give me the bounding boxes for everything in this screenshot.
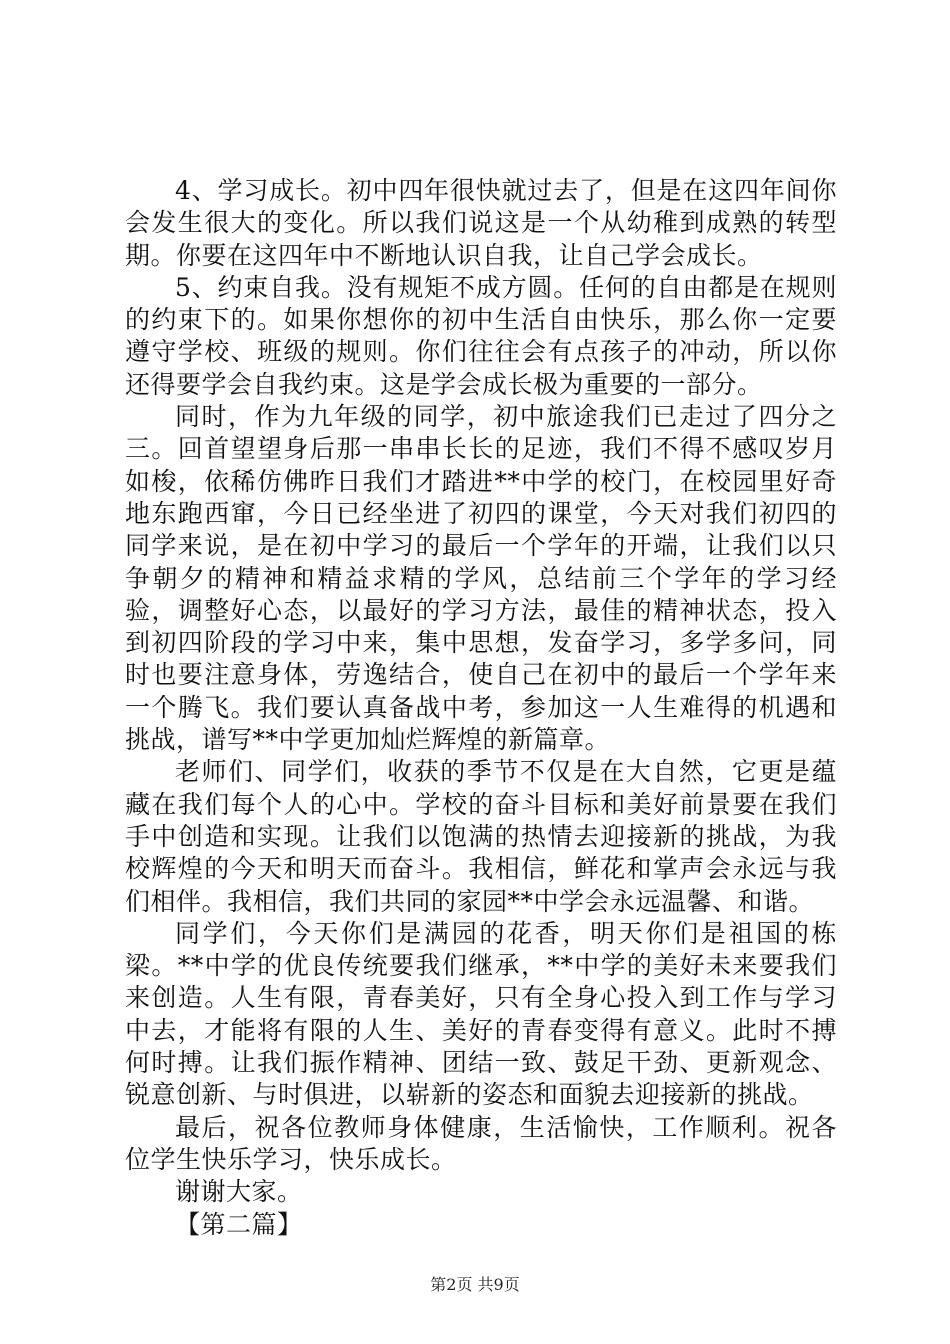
section-heading-second-part: 【第二篇】 bbox=[175, 1209, 303, 1239]
paragraph-self-discipline: 5、约束自我。没有规矩不成方圆。任何的自由都是在规则的约束下的。如果你想你的初中生活自由快乐，那么你一定要遵守学校、班级的规则。你们往往会有点孩子的冲动，所以你还得要学会自我约束。这是学会成长极为重要的一部分。 bbox=[125, 272, 837, 399]
paragraph-thanks: 谢谢大家。 bbox=[175, 1177, 303, 1207]
paragraph-learning-growth: 4、学习成长。初中四年很快就过去了，但是在这四年间你会发生很大的变化。所以我们说这是一个从幼稚到成熟的转型期。你要在这四年中不断地认识自我，让自己学会成长。 bbox=[125, 176, 837, 270]
document-body bbox=[125, 175, 837, 1241]
paragraph-grade-nine: 同时，作为九年级的同学，初中旅途我们已走过了四分之三。回首望望身后那一串串长长的足迹，我们不得不感叹岁月如梭，依稀仿佛昨日我们才踏进**中学的校门，在校园里好奇地东跑西窜，今日已经坐进了初四的课堂，今天对我们初四的同学来说，是在初中学习的最后一个学年的开端，让我们以只争朝夕的精神和精益求精的学风，总结前三个学年的学习经验，调整好心态，以最好的学习方法，最佳的精神状态，投入到初四阶段的学习中来，集中思想，发奋学习，多学多问，同时也要注意身体，劳逸结合，使自己在初中的最后一个学年来一个腾飞。我们要认真备战中考，参加这一人生难得的机遇和挑战，谱写**中学更加灿烂辉煌的新篇章。 bbox=[125, 402, 837, 755]
paragraph-closing-wishes: 最后，祝各位教师身体健康，生活愉快，工作顺利。祝各位学生快乐学习，快乐成长。 bbox=[125, 1112, 837, 1174]
page-number-footer: 第2页 共9页 bbox=[430, 1275, 520, 1294]
paragraph-teachers-students: 老师们、同学们，收获的季节不仅是在大自然，它更是蕴藏在我们每个人的心中。学校的奋斗目标和美好前景要在我们手中创造和实现。让我们以饱满的热情去迎接新的挑战，为我校辉煌的今天和明天而奋斗。我相信，鲜花和掌声会永远与我们相伴。我相信，我们共同的家园**中学会永远温馨、和谐。 bbox=[125, 757, 837, 916]
paragraph-students-future: 同学们，今天你们是满园的花香，明天你们是祖国的栋梁。**中学的优良传统要我们继承，**中学的美好未来要我们来创造。人生有限，青春美好，只有全身心投入到工作与学习中去，才能将有限的人生、美好的青春变得有意义。此时不搏何时搏。让我们振作精神、团结一致、鼓足干劲、更新观念、锐意创新、与时俱进，以崭新的姿态和面貌去迎接新的挑战。 bbox=[125, 918, 837, 1110]
